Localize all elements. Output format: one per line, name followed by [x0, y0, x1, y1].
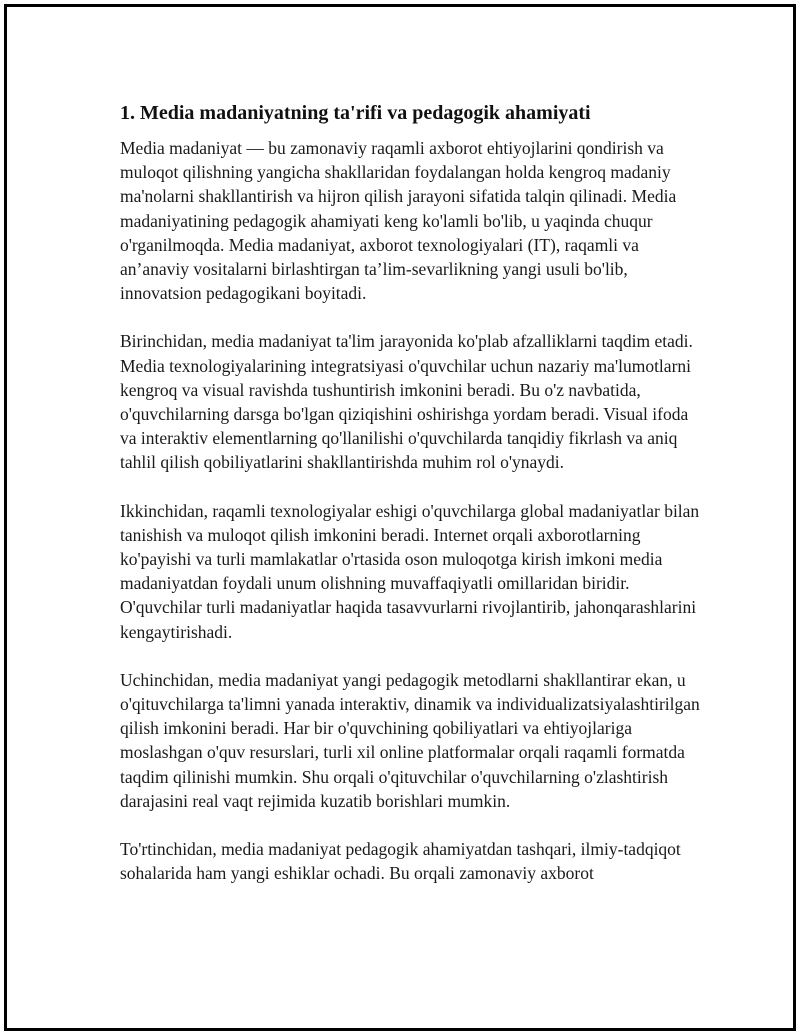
paragraph-third: Uchinchidan, media madaniyat yangi pedagogik metodlarni shakllantirar ekan, u o'qituvchilarga ta'limni yanada interaktiv, dinamik va individualizatsiyalashtirilgan qilish imkonini beradi. Har bir o'quvchining qobiliyatlari va ehtiyojlariga moslashgan o'quv resurslari, turli xil online platformalar orqali raqamli formatda taqdim qilinishi mumkin. Shu orqali o'qituvchilar o'quvchilarning o'zlashtirish darajasini real vaqt rejimida kuzatib borishlari mumkin.: [120, 669, 700, 811]
page-frame: [4, 4, 796, 1031]
document-body: [120, 100, 700, 909]
paragraph-first: Birinchidan, media madaniyat ta'lim jarayonida ko'plab afzalliklarni taqdim etadi. Media texnologiyalarining integratsiyasi o'quvchilar uchun nazariy ma'lumotlarni kengroq va visual ravishda tushuntirish imkonini beradi. Bu o'z navbatida, o'quvchilarning darsga bo'lgan qiziqishini oshirishga yordam beradi. Visual ifoda va interaktiv elementlarning qo'llanilishi o'quvchilarda tanqidiy fikrlash va aniq tahlil qilish qobiliyatlarini shakllantirishda muhim rol o'ynaydi.: [120, 331, 693, 473]
paragraph-second: Ikkinchidan, raqamli texnologiyalar eshigi o'quvchilarga global madaniyatlar bilan tanishish va muloqot qilish imkonini beradi. Internet orqali axborotlarning ko'payishi va turli mamlakatlar o'rtasida oson muloqotga kirish imkoni media madaniyatdan foydali unum olishning muvaffaqiyatli omillaridan biridir. O'quvchilar turli madaniyatlar haqida tasavvurlarni rivojlantirib, jahonqarashlarini kengaytirishadi.: [120, 500, 700, 642]
section-heading: 1. Media madaniyatning ta'rifi va pedagogik ahamiyati: [120, 102, 591, 124]
paragraph-fourth: To'rtinchidan, media madaniyat pedagogik ahamiyatdan tashqari, ilmiy-tadqiqot sohalarida ham yangi eshiklar ochadi. Bu orqali zamonaviy axborot: [120, 839, 681, 884]
paragraph-definition: Media madaniyat — bu zamonaviy raqamli axborot ehtiyojlarini qondirish va muloqot qilishning yangicha shakllaridan foydalangan holda kengroq madaniy ma'nolarni shakllantirish va hijron qilish jarayoni sifatida talqin qilinadi. Media madaniyatining pedagogik ahamiyati keng ko'lamli bo'lib, u yaqinda chuqur o'rganilmoqda. Media madaniyat, axborot texnologiyalari (IT), raqamli va an’anaviy vositalarni birlashtirgan ta’lim-sevarlikning yangi usuli bo'lib, innovatsion pedagogikani boyitadi.: [120, 138, 677, 304]
